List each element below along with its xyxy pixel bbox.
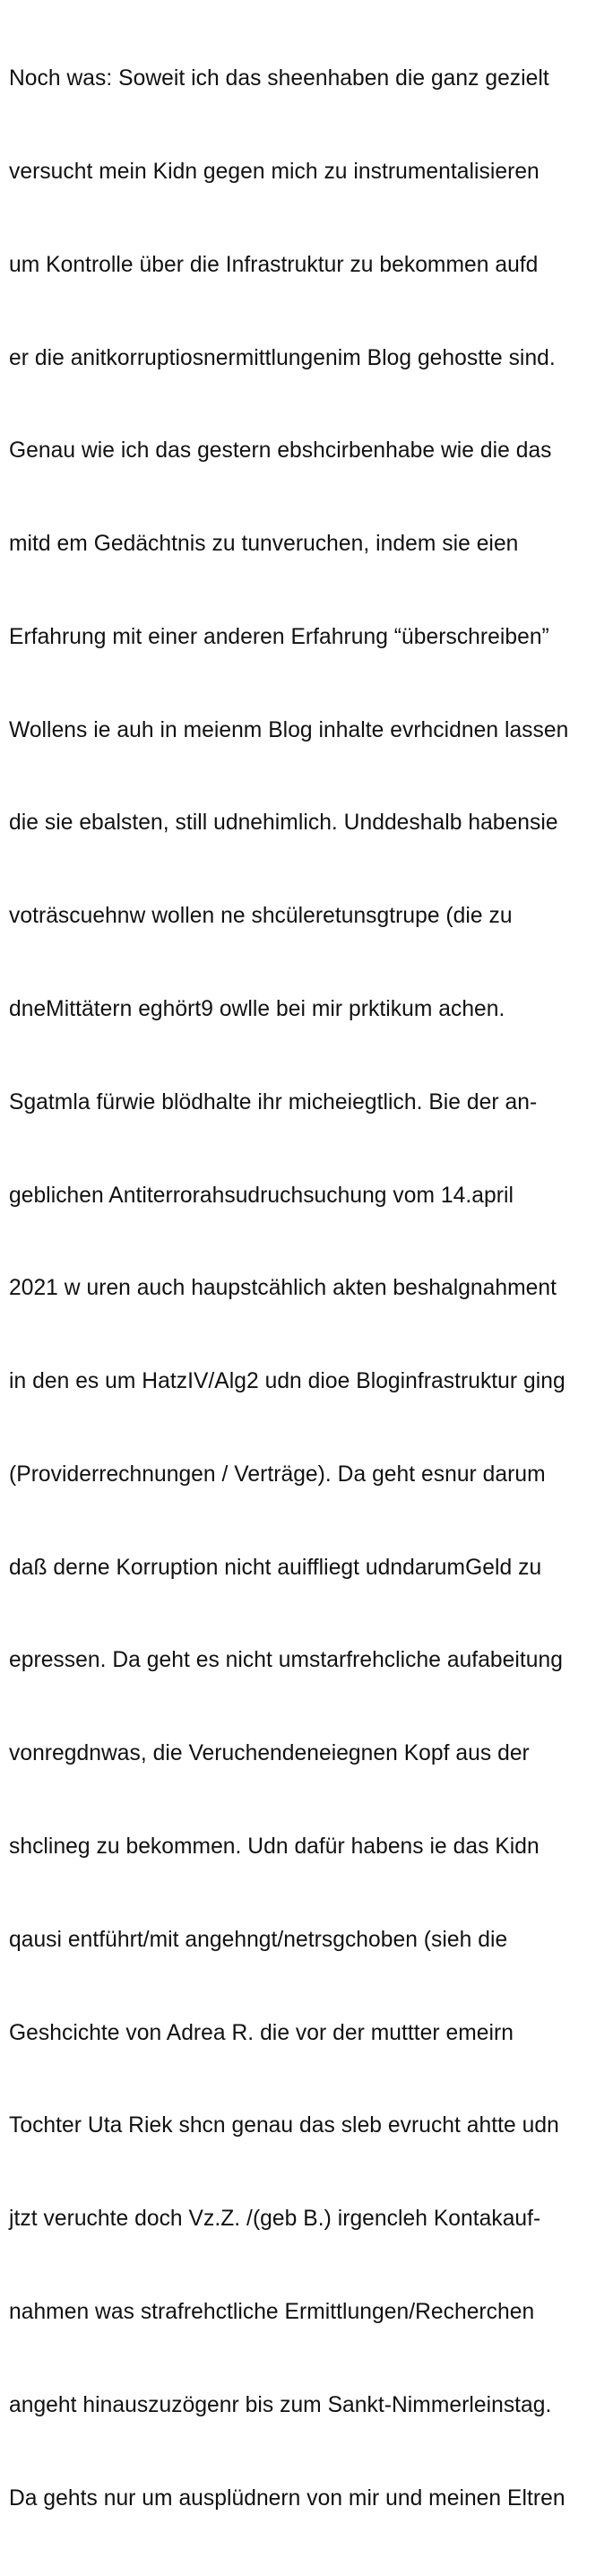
text-line-7: Erfahrung mit einer anderen Erfahrung “überschreiben” — [9, 624, 549, 649]
text-line-13: geblichen Antiterrorahsudruchsuchung vom 14.april — [9, 1183, 514, 1208]
text-line-9: die sie ebalsten, still udnehimlich. Unddeshalb habensie — [9, 811, 558, 836]
text-line-3: um Kontrolle über die Infrastruktur zu bekommen aufd — [9, 252, 539, 277]
text-line-24: jtzt veruchte doch Vz.Z. /(geb B.) irgencleh Kontakauf- — [9, 2207, 541, 2232]
text-line-25: nahmen was strafrehctliche Ermittlungen/Recherchen — [9, 2299, 535, 2324]
text-line-19: vonregdnwas, die Veruchendeneiegnen Kopf aus der — [9, 1741, 530, 1766]
text-line-21: qausi entführt/mit angehngt/netrsgchoben (sieh die — [9, 1927, 508, 1952]
text-line-23: Tochter Uta Riek shcn genau das sleb evrucht ahtte udn — [9, 2113, 559, 2138]
text-line-1: Noch was: Soweit ich das sheenhaben die ganz gezielt — [9, 66, 549, 91]
text-line-17: daß derne Korruption nicht auiffliegt udndarumGeld zu — [9, 1555, 542, 1580]
document-text — [9, 2, 609, 2576]
text-line-22: Geshcichte von Adrea R. die vor der muttter emeirn — [9, 2020, 514, 2045]
text-line-18: epressen. Da geht es nicht umstarfrehcliche aufabeitung — [9, 1648, 563, 1673]
text-line-20: shclineg zu bekommen. Udn dafür habens ie das Kidn — [9, 1834, 540, 1860]
text-line-15: in den es um HatzIV/Alg2 udn dioe Bloginfrastruktur ging — [9, 1369, 566, 1394]
text-line-27: Da gehts nur um ausplüdnern von mir und meinen Eltren — [9, 2485, 566, 2511]
text-line-2: versucht mein Kidn gegen mich zu instrumentalisieren — [9, 159, 540, 184]
text-line-12: Sgatmla fürwie blödhalte ihr micheiegtlich. Bie der an- — [9, 1089, 538, 1115]
text-line-10: voträscuehnw wollen ne shcüleretunsgtrupe (die zu — [9, 904, 513, 929]
text-line-11: dneMittätern eghört9 owlle bei mir prktikum achen. — [9, 997, 505, 1021]
text-line-16: (Providerrechnungen / Verträge). Da geht esnur darum — [9, 1461, 546, 1487]
text-line-14: 2021 w uren auch haupstcählich akten beshalgnahment — [9, 1276, 557, 1301]
text-line-26: angeht hinauszuzögenr bis zum Sankt-Nimmerleinstag. — [9, 2392, 552, 2417]
text-line-8: Wollens ie auh in meienm Blog inhalte evrhcidnen lassen — [9, 717, 569, 742]
text-line-6: mitd em Gedächtnis zu tunveruchen, indem sie eien — [9, 532, 519, 557]
text-line-5: Genau wie ich das gestern ebshcirbenhabe wie die das — [9, 438, 552, 464]
text-line-4: er die anitkorruptiosnermittlungenim Blog gehostte sind. — [9, 345, 556, 370]
